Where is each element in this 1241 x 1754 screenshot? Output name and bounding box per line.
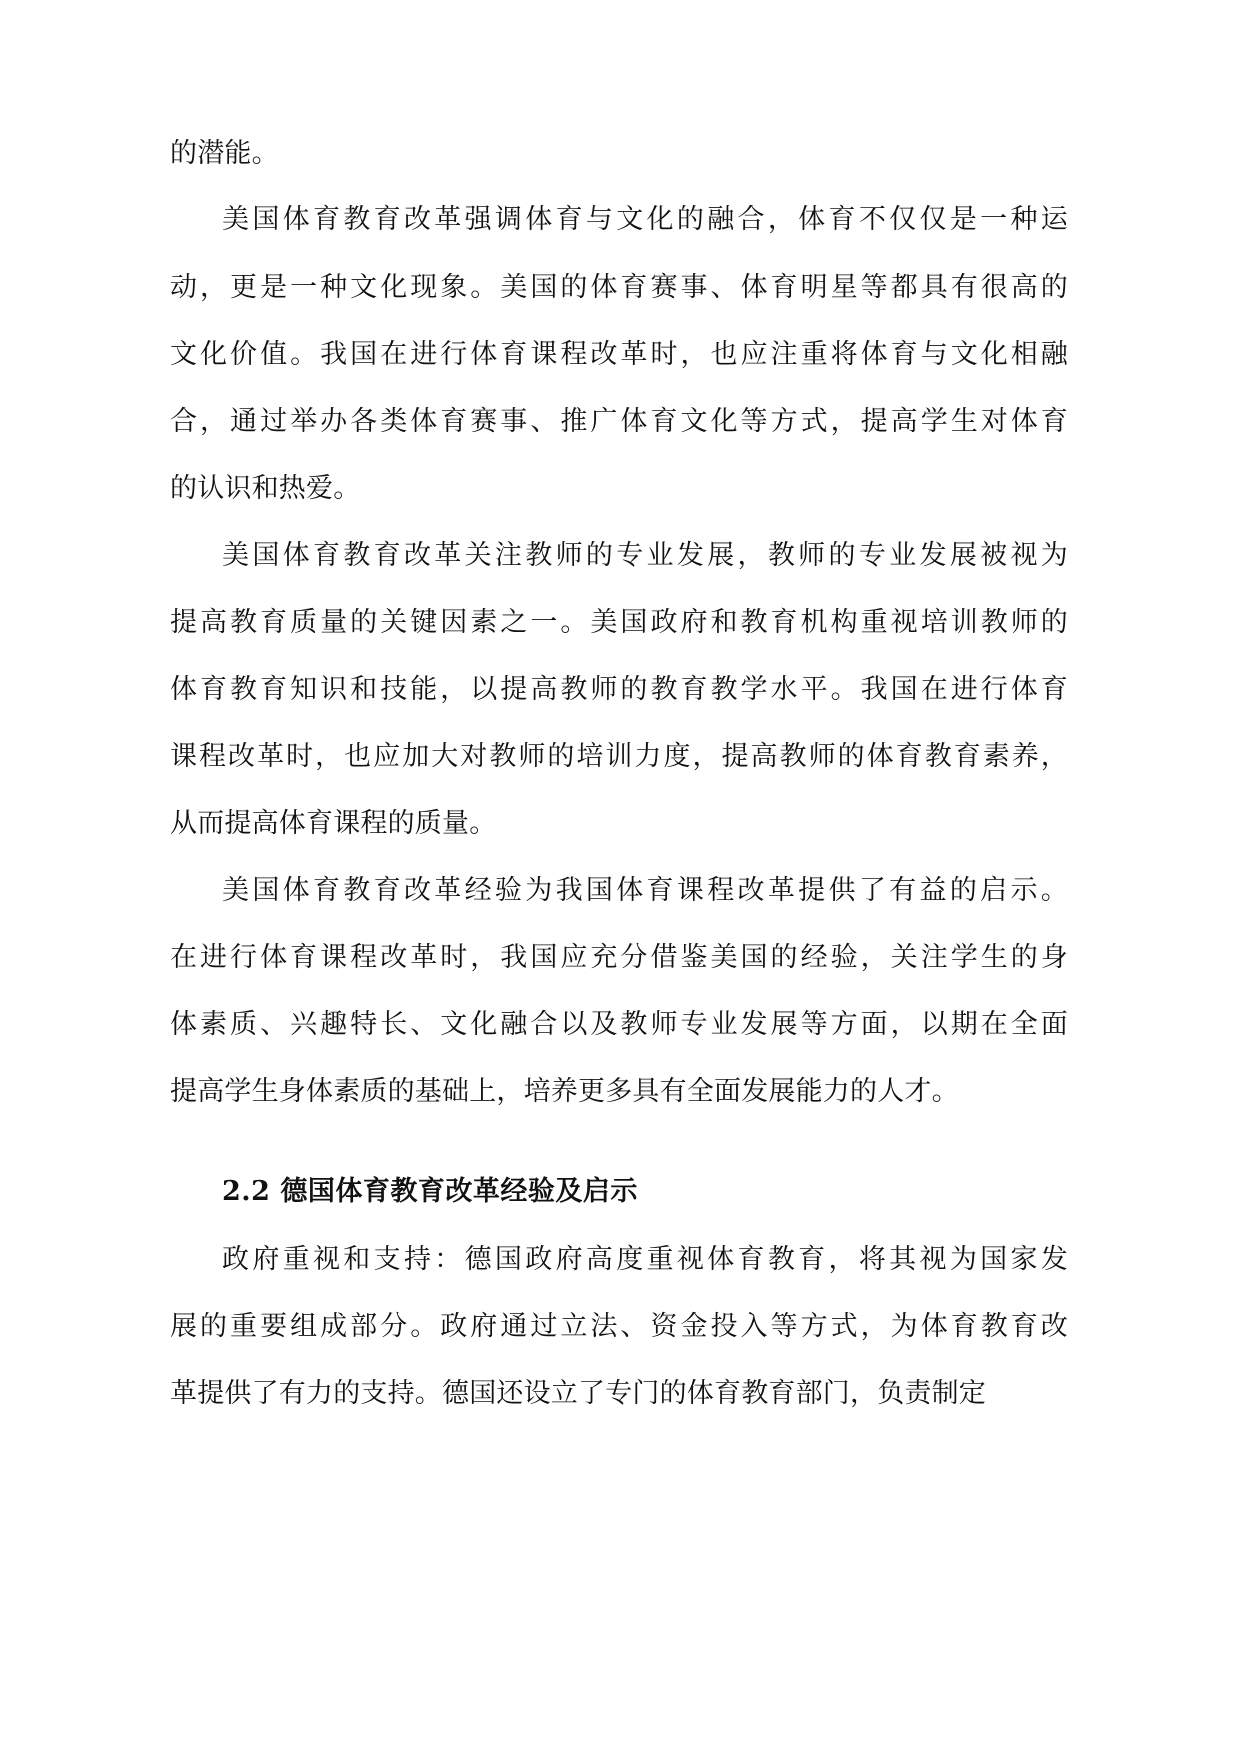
text-line: 提高教育质量的关键因素之一。美国政府和教育机构重视培训教师的 [170,607,1071,638]
section-heading-text: 2.2 德国体育教育改革经验及启示 [222,1176,638,1207]
section-heading [0,1172,1241,1212]
paragraph-5-line-1 [0,1240,1241,1280]
text-line: 动，更是一种文化现象。美国的体育赛事、体育明星等都具有很高的 [170,272,1071,303]
text-line: 美国体育教育改革强调体育与文化的融合，体育不仅仅是一种运 [222,204,1072,235]
paragraph-3-line-3 [0,670,1241,710]
text-line: 革提供了有力的支持。德国还设立了专门的体育教育部门，负责制定 [170,1378,986,1409]
paragraph-4-line-3 [0,1005,1241,1045]
paragraph-2-line-4 [0,402,1241,442]
paragraph-3-line-2 [0,603,1241,643]
text-line: 美国体育教育改革经验为我国体育课程改革提供了有益的启示。 [222,875,1072,906]
paragraph-4-line-2 [0,938,1241,978]
text-line: 课程改革时，也应加大对教师的培训力度，提高教师的体育教育素养， [170,741,1070,772]
text-line: 文化价值。我国在进行体育课程改革时，也应注重将体育与文化相融 [170,339,1071,370]
paragraph-4-line-1 [0,871,1241,911]
paragraph-5-line-3 [0,1374,1241,1414]
text-line: 政府重视和支持：德国政府高度重视体育教育，将其视为国家发 [222,1244,1072,1275]
paragraph-3-line-5 [0,804,1241,844]
paragraph-2-line-2 [0,268,1241,308]
text-line: 提高学生身体素质的基础上，培养更多具有全面发展能力的人才。 [170,1076,959,1107]
text-line: 的潜能。 [170,138,279,169]
text-line: 合，通过举办各类体育赛事、推广体育文化等方式，提高学生对体育 [170,406,1071,437]
text-line: 的认识和热爱。 [170,473,361,504]
paragraph-5-line-2 [0,1307,1241,1347]
text-line: 展的重要组成部分。政府通过立法、资金投入等方式，为体育教育改 [170,1311,1071,1342]
text-line: 美国体育教育改革关注教师的专业发展，教师的专业发展被视为 [222,540,1072,571]
paragraph-2-line-5 [0,469,1241,509]
paragraph-4-line-4 [0,1072,1241,1112]
paragraph-3-line-4 [0,737,1241,777]
paragraph-3-line-1 [0,536,1241,576]
text-line: 在进行体育课程改革时，我国应充分借鉴美国的经验，关注学生的身 [170,942,1071,973]
paragraph-1-line-1 [0,134,1241,174]
text-line: 体素质、兴趣特长、文化融合以及教师专业发展等方面，以期在全面 [170,1009,1071,1040]
text-line: 从而提高体育课程的质量。 [170,808,497,839]
paragraph-2-line-1 [0,200,1241,240]
text-line: 体育教育知识和技能，以提高教师的教育教学水平。我国在进行体育 [170,674,1071,705]
paragraph-2-line-3 [0,335,1241,375]
